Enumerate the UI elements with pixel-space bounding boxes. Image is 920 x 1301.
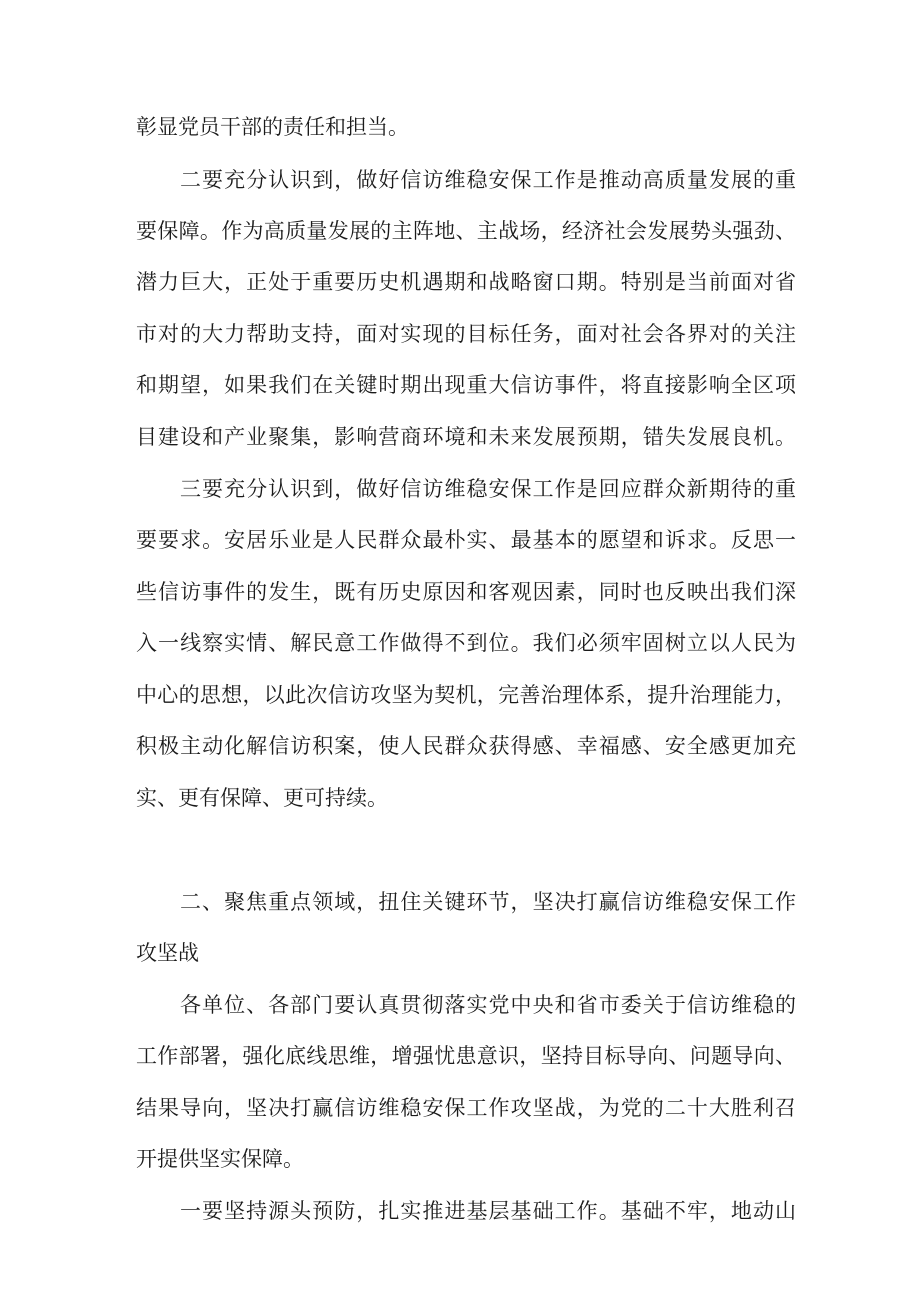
text-line: 潜力巨大，正处于重要历史机遇期和战略窗口期。特别是当前面对省 [136,270,796,294]
text-line: 实、更有保障、更可持续。 [136,786,388,810]
section-heading: 二、聚焦重点领域，扭住关键环节，坚决打赢信访维稳安保工作 [180,890,796,914]
text-line: 要要求。安居乐业是人民群众最朴实、最基本的愿望和诉求。反思一 [136,528,796,552]
paragraph-first-line: 各单位、各部门要认真贯彻落实党中央和省市委关于信访维稳的 [180,993,796,1017]
text-line: 开提供坚实保障。 [136,1147,304,1171]
paragraph-first-line: 一要坚持源头预防，扎实推进基层基础工作。基础不牢，地动山 [180,1199,796,1223]
text-line: 工作部署，强化底线思维，增强忧患意识，坚持目标导向、问题导向、 [136,1044,796,1068]
text-line: 积极主动化解信访积案，使人民群众获得感、幸福感、安全感更加充 [136,734,796,758]
text-line: 入一线察实情、解民意工作做得不到位。我们必须牢固树立以人民为 [136,631,796,655]
text-line: 中心的思想，以此次信访攻坚为契机，完善治理体系，提升治理能力， [136,683,796,707]
text-line: 些信访事件的发生，既有历史原因和客观因素，同时也反映出我们深 [136,580,796,604]
text-line: 市对的大力帮助支持，面对实现的目标任务，面对社会各界对的关注 [136,322,796,346]
paragraph-first-line: 二要充分认识到，做好信访维稳安保工作是推动高质量发展的重 [180,168,796,192]
text-line: 彰显党员干部的责任和担当。 [136,115,409,139]
text-line: 目建设和产业聚集，影响营商环境和未来发展预期，错失发展良机。 [136,425,796,449]
text-line: 和期望，如果我们在关键时期出现重大信访事件，将直接影响全区项 [136,373,796,397]
paragraph-first-line: 三要充分认识到，做好信访维稳安保工作是回应群众新期待的重 [180,477,796,501]
text-line: 结果导向，坚决打赢信访维稳安保工作攻坚战，为党的二十大胜利召 [136,1096,796,1120]
text-line: 要保障。作为高质量发展的主阵地、主战场，经济社会发展势头强劲、 [136,219,796,243]
section-heading-continued: 攻坚战 [136,941,199,965]
